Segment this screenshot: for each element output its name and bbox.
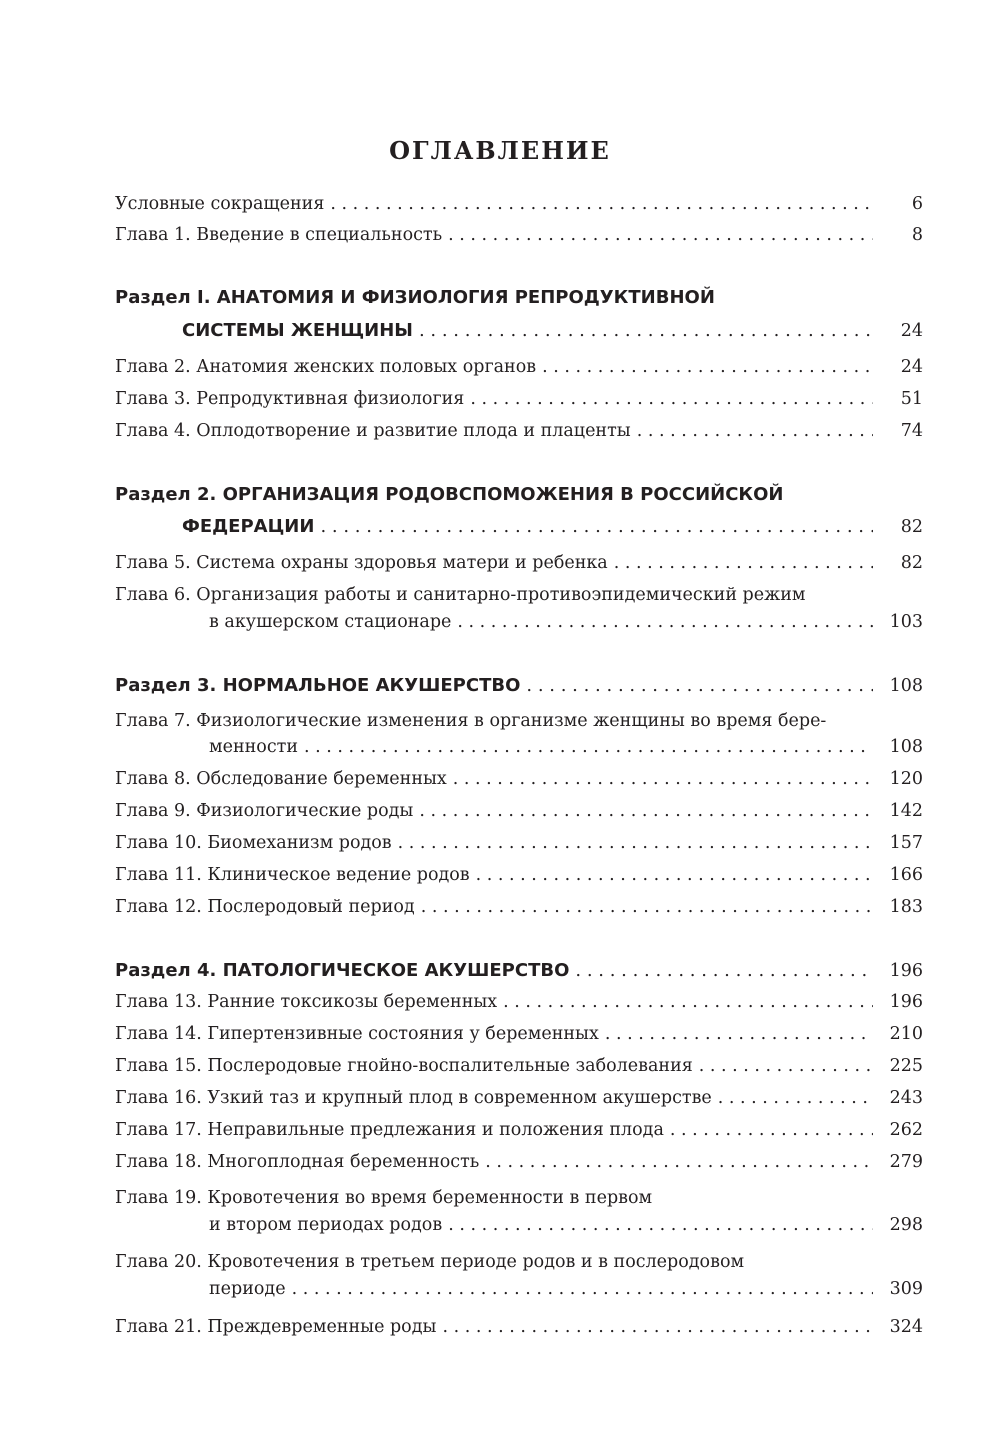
dot-leader — [421, 897, 873, 917]
dot-leader — [419, 801, 873, 821]
toc-section-entry[interactable] — [115, 960, 923, 986]
dot-leader — [614, 553, 873, 573]
dot-leader — [398, 833, 873, 853]
dot-leader — [485, 1152, 873, 1172]
toc-entry-title: ФЕДЕРАЦИИ — [182, 516, 315, 537]
toc-page-number: 157 — [889, 833, 923, 853]
toc-entry-title: Глава 9. Физиологические роды — [115, 801, 414, 821]
toc-chapter-entry[interactable] — [115, 357, 923, 383]
dot-leader — [503, 992, 873, 1012]
toc-section-entry[interactable] — [182, 516, 923, 542]
toc-chapter-entry[interactable] — [209, 737, 923, 763]
toc-section-entry[interactable] — [182, 320, 923, 346]
toc-entry-title: Раздел I. АНАТОМИЯ И ФИЗИОЛОГИЯ РЕПРОДУКТИВНОЙ — [115, 287, 715, 308]
toc-entry-title: Глава 19. Кровотечения во время беременности в первом — [115, 1188, 653, 1208]
toc-page-number: 262 — [889, 1120, 923, 1140]
toc-page-number: 120 — [889, 769, 923, 789]
dot-leader — [292, 1279, 873, 1299]
dot-leader — [457, 612, 873, 632]
toc-chapter-entry[interactable] — [115, 833, 923, 859]
toc-page-number: 108 — [889, 676, 923, 696]
toc-entry-title: Глава 8. Обследование беременных — [115, 769, 447, 789]
toc-page-number: 103 — [889, 612, 923, 632]
toc-page-number: 142 — [889, 801, 923, 821]
toc-section-entry[interactable] — [115, 484, 923, 510]
toc-chapter-entry[interactable] — [115, 1120, 923, 1146]
toc-chapter-entry[interactable] — [115, 801, 923, 827]
toc-chapter-entry[interactable] — [115, 225, 923, 251]
dot-leader — [470, 389, 873, 409]
toc-entry-title: и втором периодах родов — [209, 1215, 443, 1235]
toc-chapter-entry[interactable] — [209, 1279, 923, 1305]
toc-page-number: 243 — [889, 1088, 923, 1108]
toc-entry-title: Глава 17. Неправильные предлежания и положения плода — [115, 1120, 664, 1140]
toc-chapter-entry[interactable] — [115, 389, 923, 415]
toc-chapter-entry[interactable] — [115, 1152, 923, 1178]
toc-page-number: 108 — [889, 737, 923, 757]
toc-chapter-entry[interactable] — [209, 1215, 923, 1241]
toc-page-number: 298 — [889, 1215, 923, 1235]
dot-leader — [526, 675, 873, 696]
toc-chapter-entry[interactable] — [115, 769, 923, 795]
toc-chapter-entry[interactable] — [209, 612, 923, 638]
toc-page-number: 225 — [889, 1056, 923, 1076]
toc-page-number: 8 — [911, 225, 923, 245]
toc-page-number: 24 — [900, 357, 923, 377]
toc-entry-title: в акушерском стационаре — [209, 612, 452, 632]
toc-chapter-entry[interactable] — [115, 1088, 923, 1114]
dot-leader — [670, 1120, 873, 1140]
toc-chapter-entry[interactable] — [115, 1188, 923, 1214]
dot-leader — [637, 421, 873, 441]
dot-leader — [699, 1056, 873, 1076]
dot-leader — [419, 320, 873, 341]
toc-page-number: 210 — [889, 1024, 923, 1044]
toc-entry-title: Глава 7. Физиологические изменения в организме женщины во время бере- — [115, 711, 827, 731]
toc-page-number: 24 — [900, 321, 923, 341]
dot-leader — [476, 865, 873, 885]
toc-page-number: 183 — [889, 897, 923, 917]
toc-page-number: 309 — [889, 1279, 923, 1299]
dot-leader — [448, 1215, 873, 1235]
toc-page-number: 196 — [889, 961, 923, 981]
toc-entry-title: Раздел 4. ПАТОЛОГИЧЕСКОЕ АКУШЕРСТВО — [115, 960, 570, 981]
toc-chapter-entry[interactable] — [115, 1024, 923, 1050]
dot-leader — [718, 1088, 873, 1108]
toc-page-number: 82 — [900, 553, 923, 573]
dot-leader — [542, 357, 873, 377]
dot-leader — [442, 1317, 873, 1337]
toc-page-number: 279 — [889, 1152, 923, 1172]
toc-chapter-entry[interactable] — [115, 992, 923, 1018]
toc-entry-title: Глава 1. Введение в специальность — [115, 225, 443, 245]
toc-chapter-entry[interactable] — [115, 1252, 923, 1278]
toc-entry-title: Глава 10. Биомеханизм родов — [115, 833, 392, 853]
toc-entry-title: менности — [209, 737, 298, 757]
toc-entry-title: периоде — [209, 1279, 286, 1299]
toc-entry-title: Глава 12. Послеродовый период — [115, 897, 415, 917]
toc-entry-title: Глава 15. Послеродовые гнойно-воспалительные заболевания — [115, 1056, 693, 1076]
toc-page-number: 6 — [911, 194, 923, 214]
toc-chapter-entry[interactable] — [115, 711, 923, 737]
toc-entry-title: Глава 6. Организация работы и санитарно-противоэпидемический режим — [115, 585, 806, 605]
dot-leader — [304, 737, 873, 757]
toc-entry-title: Глава 16. Узкий таз и крупный плод в современном акушерстве — [115, 1088, 712, 1108]
toc-chapter-entry[interactable] — [115, 1317, 923, 1343]
dot-leader — [605, 1024, 873, 1044]
toc-entry-title: Глава 14. Гипертензивные состояния у беременных — [115, 1024, 599, 1044]
toc-entry-title: Условные сокращения — [115, 194, 325, 214]
toc-chapter-entry[interactable] — [115, 1056, 923, 1082]
toc-section-entry[interactable] — [115, 287, 923, 313]
page-title: ОГЛАВЛЕНИЕ — [389, 136, 611, 165]
dot-leader — [330, 194, 873, 214]
dot-leader — [453, 769, 873, 789]
dot-leader — [448, 225, 873, 245]
toc-page-number: 82 — [900, 517, 923, 537]
toc-entry-title: Раздел 3. НОРМАЛЬНОЕ АКУШЕРСТВО — [115, 675, 521, 696]
toc-entry-title: Глава 18. Многоплодная беременность — [115, 1152, 480, 1172]
dot-leader — [320, 516, 873, 537]
toc-page-number: 324 — [889, 1317, 923, 1337]
toc-page-number: 166 — [889, 865, 923, 885]
toc-chapter-entry[interactable] — [115, 585, 923, 611]
toc-entry-title: Глава 2. Анатомия женских половых органов — [115, 357, 537, 377]
toc-entry-title: СИСТЕМЫ ЖЕНЩИНЫ — [182, 320, 413, 341]
toc-entry-title: Глава 13. Ранние токсикозы беременных — [115, 992, 498, 1012]
toc-chapter-entry[interactable] — [115, 897, 923, 923]
toc-entry-title: Глава 4. Оплодотворение и развитие плода и плаценты — [115, 421, 631, 441]
toc-entry-title: Глава 20. Кровотечения в третьем периоде родов и в послеродовом — [115, 1252, 745, 1272]
toc-chapter-entry[interactable] — [115, 865, 923, 891]
toc-chapter-entry[interactable] — [115, 194, 923, 220]
toc-entry-title: Глава 3. Репродуктивная физиология — [115, 389, 465, 409]
dot-leader — [575, 960, 873, 981]
toc-page-number: 74 — [900, 421, 923, 441]
toc-page-number: 196 — [889, 992, 923, 1012]
toc-entry-title: Глава 5. Система охраны здоровья матери и ребенка — [115, 553, 608, 573]
toc-chapter-entry[interactable] — [115, 553, 923, 579]
toc-chapter-entry[interactable] — [115, 421, 923, 447]
toc-entry-title: Глава 11. Клиническое ведение родов — [115, 865, 470, 885]
toc-entry-title: Раздел 2. ОРГАНИЗАЦИЯ РОДОВСПОМОЖЕНИЯ В РОССИЙСКОЙ — [115, 484, 784, 505]
toc-page-number: 51 — [900, 389, 923, 409]
toc-entry-title: Глава 21. Преждевременные роды — [115, 1317, 437, 1337]
toc-section-entry[interactable] — [115, 675, 923, 701]
